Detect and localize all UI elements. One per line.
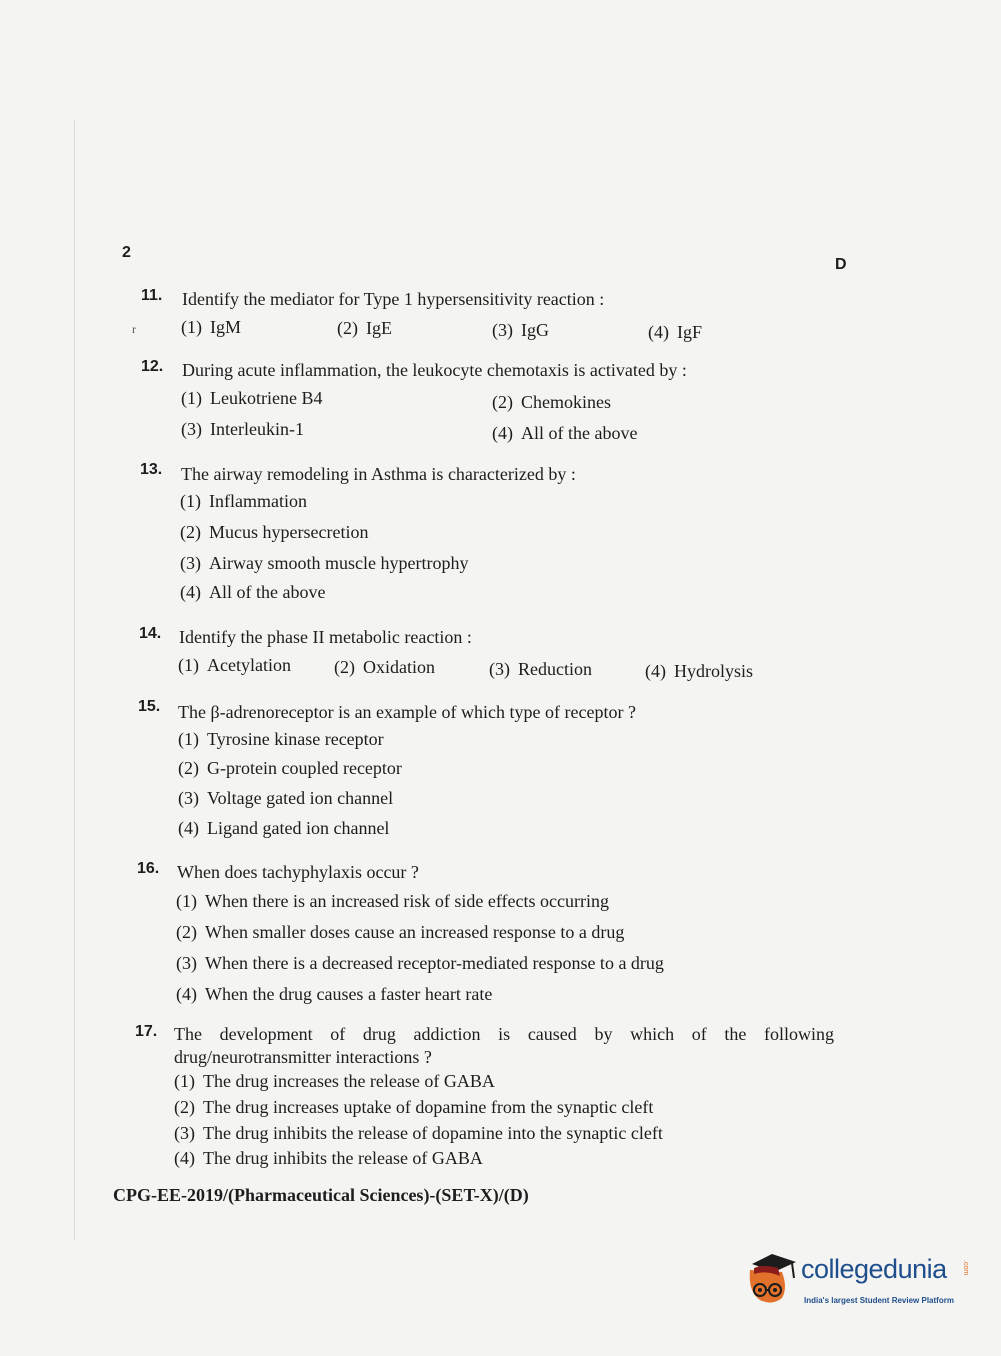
option-number: (4) (176, 984, 197, 1004)
option-text: Hydrolysis (674, 661, 754, 681)
option-text: When smaller doses cause an increased response to a drug (205, 922, 625, 942)
option-3 (176, 953, 664, 974)
word: development (219, 1024, 313, 1044)
option-4 (492, 423, 637, 444)
option-number: (1) (178, 729, 199, 749)
option-1 (176, 891, 609, 912)
question-text-line-1 (174, 1024, 834, 1045)
question-text: Identify the mediator for Type 1 hypersensitivity reaction : (182, 289, 605, 309)
option-1 (181, 388, 322, 409)
option-number: (3) (174, 1123, 195, 1143)
option-number: (3) (178, 788, 199, 808)
option-text: The drug inhibits the release of GABA (203, 1148, 483, 1168)
option-text: Ligand gated ion channel (207, 818, 390, 838)
option-text: All of the above (521, 423, 638, 443)
option-number: (4) (180, 582, 201, 602)
word: which (630, 1024, 675, 1044)
word: is (498, 1024, 511, 1044)
question-number: 15. (138, 698, 161, 715)
collegedunia-watermark (742, 1250, 972, 1310)
option-number: (3) (181, 419, 202, 439)
option-number: (2) (178, 758, 199, 778)
word: the (724, 1024, 747, 1044)
option-text: Mucus hypersecretion (209, 522, 369, 542)
option-3 (174, 1123, 663, 1144)
option-text: IgE (366, 318, 392, 338)
option-2 (176, 922, 624, 943)
question-text: The airway remodeling in Asthma is characterized by : (181, 464, 576, 484)
question-text: During acute inflammation, the leukocyte chemotaxis is activated by : (182, 360, 687, 380)
option-number: (1) (178, 655, 199, 675)
option-number: (2) (492, 392, 513, 412)
option-text: Leukotriene B4 (210, 388, 323, 408)
brand-suffix: .com (962, 1260, 969, 1276)
option-text: When there is a decreased receptor-mediated response to a drug (205, 953, 664, 973)
option-number: (1) (181, 317, 202, 337)
word: The (174, 1024, 202, 1044)
option-number: (3) (492, 320, 513, 340)
option-number: (3) (176, 953, 197, 973)
page-margin-line (74, 120, 75, 1240)
option-number: (3) (489, 659, 510, 679)
option-4 (176, 984, 492, 1005)
option-number: (2) (337, 318, 358, 338)
option-3 (492, 320, 549, 341)
option-2 (180, 522, 368, 543)
option-text: Chemokines (521, 392, 611, 412)
option-number: (4) (492, 423, 513, 443)
option-1 (178, 729, 384, 750)
option-text: When the drug causes a faster heart rate (205, 984, 493, 1004)
question-number: 16. (137, 860, 160, 877)
option-text: All of the above (209, 582, 326, 602)
option-2 (337, 318, 392, 339)
footer-exam-code: CPG-EE-2019/(Pharmaceutical Sciences)-(SET-X)/(D) (113, 1185, 529, 1205)
question-text: Identify the phase II metabolic reaction : (179, 627, 472, 647)
option-text: Interleukin-1 (210, 419, 304, 439)
option-number: (4) (174, 1148, 195, 1168)
question-number: 14. (139, 625, 162, 642)
word: of (691, 1024, 707, 1044)
option-2 (334, 657, 435, 678)
option-4 (178, 818, 389, 839)
option-text: Airway smooth muscle hypertrophy (209, 553, 469, 573)
option-text: Tyrosine kinase receptor (207, 729, 384, 749)
option-text: Inflammation (209, 491, 307, 511)
option-4 (645, 661, 753, 682)
option-text: The drug increases uptake of dopamine from the synaptic cleft (203, 1097, 654, 1117)
option-4 (180, 582, 325, 603)
option-4 (648, 322, 702, 343)
set-code: D (835, 256, 847, 273)
option-number: (4) (645, 661, 666, 681)
page-number: 2 (122, 244, 131, 261)
option-text: The drug inhibits the release of dopamine into the synaptic cleft (203, 1123, 663, 1143)
word: caused (527, 1024, 577, 1044)
option-number: (2) (174, 1097, 195, 1117)
stray-mark: r (132, 322, 136, 336)
option-number: (1) (181, 388, 202, 408)
option-2 (492, 392, 611, 413)
option-text: When there is an increased risk of side effects occurring (205, 891, 609, 911)
question-text: The β-adrenoreceptor is an example of which type of receptor ? (178, 702, 636, 722)
option-4 (174, 1148, 483, 1169)
option-text: The drug increases the release of GABA (203, 1071, 495, 1091)
option-number: (4) (178, 818, 199, 838)
option-number: (2) (176, 922, 197, 942)
option-text: G-protein coupled receptor (207, 758, 402, 778)
word: drug (362, 1024, 396, 1044)
option-1 (180, 491, 307, 512)
option-text: Voltage gated ion channel (207, 788, 394, 808)
mascot-icon (742, 1250, 800, 1310)
question-text: When does tachyphylaxis occur ? (177, 862, 419, 882)
option-text: Reduction (518, 659, 592, 679)
option-text: IgG (521, 320, 549, 340)
option-text: IgF (677, 322, 703, 342)
option-3 (489, 659, 592, 680)
question-number: 12. (141, 358, 164, 375)
option-number: (1) (176, 891, 197, 911)
word: addiction (413, 1024, 481, 1044)
option-text: Oxidation (363, 657, 435, 677)
option-number: (3) (180, 553, 201, 573)
option-2 (178, 758, 402, 779)
option-3 (180, 553, 468, 574)
word: of (330, 1024, 346, 1044)
option-number: (2) (180, 522, 201, 542)
option-1 (174, 1071, 495, 1092)
brand-tagline: India's largest Student Review Platform (804, 1296, 954, 1305)
question-number: 13. (140, 461, 163, 478)
option-2 (174, 1097, 653, 1118)
option-3 (178, 788, 393, 809)
option-1 (178, 655, 291, 676)
question-number: 11. (141, 287, 163, 304)
question-text-line-2: drug/neurotransmitter interactions ? (174, 1047, 432, 1067)
option-number: (1) (174, 1071, 195, 1091)
word: by (594, 1024, 613, 1044)
brand-name: collegedunia (801, 1254, 947, 1284)
question-number: 17. (135, 1023, 158, 1040)
option-number: (2) (334, 657, 355, 677)
option-text: IgM (210, 317, 241, 337)
option-number: (1) (180, 491, 201, 511)
option-3 (181, 419, 304, 440)
option-number: (4) (648, 322, 669, 342)
option-text: Acetylation (207, 655, 291, 675)
option-1 (181, 317, 241, 338)
word: following (764, 1024, 834, 1044)
